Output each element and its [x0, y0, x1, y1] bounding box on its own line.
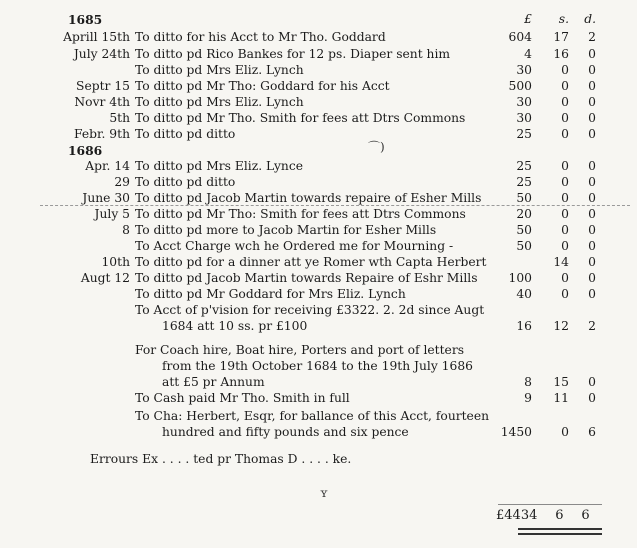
ledger-row: 8 To ditto pd more to Jacob Martin for Esher Mills 50 0 0: [122, 223, 596, 237]
ledger-row: To Acct of p'vision for receiving £3322. 2. 2d since Augt: [135, 303, 485, 317]
col-shillings-header: s.: [558, 12, 569, 26]
ledger-row: Aprill 15th To ditto for his Acct to Mr Tho. Goddard 604 17 2: [63, 30, 596, 44]
ledger-row: For Coach hire, Boat hire, Porters and port of letters: [135, 343, 465, 357]
ledger-row: Novr 4th To ditto pd Mrs Eliz. Lynch 30 0 0: [74, 95, 596, 109]
ledger-row: June 30 To ditto pd Jacob Martin towards repaire of Esher Mills 50 0 0: [82, 191, 596, 205]
ledger-row: July 24th To ditto pd Rico Bankes for 12 ps. Diaper sent him 4 16 0: [73, 47, 596, 61]
total-rule-bottom: [518, 528, 602, 530]
ledger-row: To Cash paid Mr Tho. Smith in full 9 11 0: [135, 391, 596, 405]
ledger-row-continued: hundred and fifty pounds and six pence 1450 0 6: [162, 425, 596, 439]
errors-excepted-note: Errours Ex . . . . ted pr Thomas D . . . . ke.: [90, 452, 352, 466]
ledger-row-continued: att £5 pr Annum 8 15 0: [162, 375, 596, 389]
ledger-row: 10th To ditto pd for a dinner att ye Romer wth Capta Herbert 14 0: [101, 255, 596, 269]
year-row: [0, 142, 637, 159]
ledger-row: 29 To ditto pd ditto 25 0 0: [114, 175, 596, 189]
col-pounds-header: £: [524, 12, 532, 26]
total-rule-top: [498, 504, 602, 505]
year-1685: 1685: [68, 12, 103, 27]
total-pence: 6: [581, 508, 590, 523]
ledger-row: Septr 15 To ditto pd Mr Tho: Goddard for his Acct 500 0 0: [76, 79, 596, 93]
ledger-row: Augt 12 To ditto pd Jacob Martin towards Repaire of Eshr Mills 100 0 0: [80, 271, 596, 285]
ledger-row: To ditto pd Mr Goddard for Mrs Eliz. Lynch 40 0 0: [135, 287, 596, 301]
ledger-row: To ditto pd Mrs Eliz. Lynch 30 0 0: [135, 63, 596, 77]
ledger-row: Febr. 9th To ditto pd ditto 25 0 0: [73, 127, 596, 141]
ledger-row: July 5 To ditto pd Mr Tho: Smith for fees att Dtrs Commons 20 0 0: [94, 207, 596, 221]
squiggle-mark: ⌒): [368, 140, 385, 154]
total-rule-double: [518, 533, 602, 535]
ledger-row: Apr. 14 To ditto pd Mrs Eliz. Lynce 25 0 0: [85, 159, 596, 173]
ledger-row-continued: 1684 att 10 ss. pr £100 16 12 2: [162, 319, 596, 333]
grand-total: [496, 508, 590, 523]
ledger-row: To Cha: Herbert, Esqr, for ballance of this Acct, fourteen: [135, 409, 490, 423]
year-1686: 1686: [68, 143, 103, 158]
total-shillings: 6: [555, 508, 564, 523]
stray-mark: ʏ: [320, 486, 328, 500]
ledger-row-continued: from the 19th October 1684 to the 19th July 1686: [162, 359, 473, 373]
total-pounds: £4434: [496, 508, 538, 523]
col-pence-header: d.: [584, 12, 596, 26]
ledger-row: 5th To ditto pd Mr Tho. Smith for fees att Dtrs Commons 30 0 0: [109, 111, 596, 125]
ledger-header: [0, 11, 637, 28]
ledger-row: To Acct Charge wch he Ordered me for Mourning - 50 0 0: [135, 239, 596, 253]
